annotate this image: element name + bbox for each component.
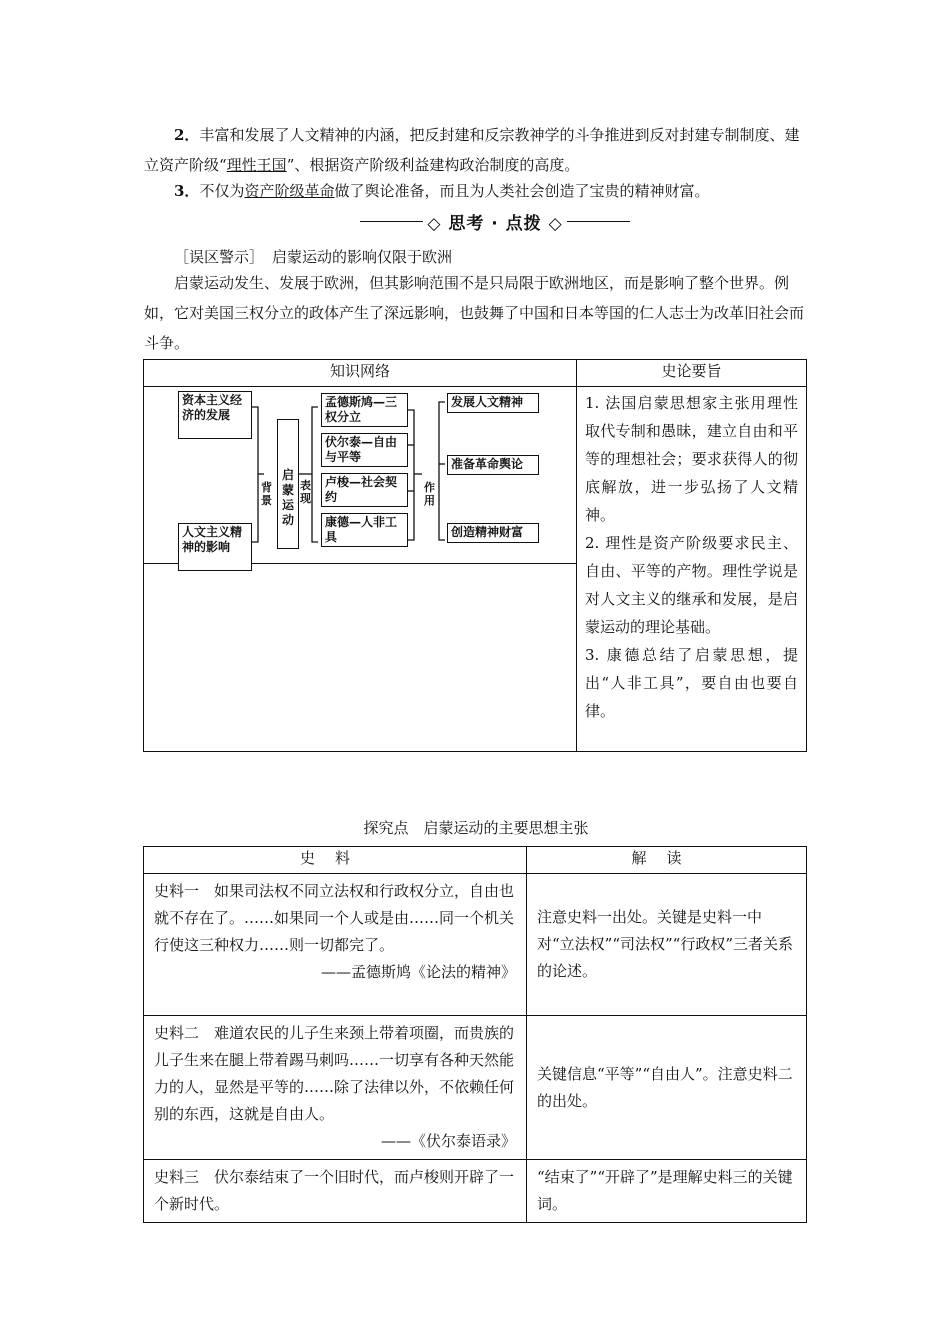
paragraph-3 — [144, 176, 808, 206]
knowledge-network-cell — [144, 387, 577, 752]
paragraph-2-text-b: ”、根据资产阶级利益建构政治制度的高度。 — [286, 156, 580, 174]
summary-header: 史论要旨 — [577, 360, 807, 387]
underlined-term: 资产阶级革命 — [244, 182, 335, 200]
background-box-economy: 资本主义经济的发展 — [178, 391, 252, 439]
divider — [567, 221, 630, 222]
effect-box-wealth: 创造精神财富 — [447, 523, 539, 543]
source-text: 史料三 伏尔泰结束了一个旧时代，而卢梭则开辟了一个新时代。 — [154, 1168, 515, 1213]
source-cell — [144, 874, 527, 1016]
knowledge-network-header: 知识网络 — [144, 360, 577, 387]
thinker-box-kant: 康德—人非工具 — [321, 513, 408, 547]
interpretation-header: 解读 — [527, 847, 807, 874]
source-citation: ——《伏尔泰语录》 — [380, 1132, 516, 1150]
knowledge-table — [143, 359, 807, 752]
summary-point-3: 3. 康德总结了启蒙思想，提出“人非工具”，要自由也要自律。 — [585, 646, 798, 720]
paragraph-2-text-a: 丰富和发展了人文精神的内涵，把反封建和反宗教神学的斗争推进到反对封建专制制度、建立资产阶级“ — [144, 126, 800, 174]
source-header: 史料 — [144, 847, 527, 874]
label-manifestation: 表现 — [300, 479, 311, 505]
thinker-box-montesquieu: 孟德斯鸠—三权分立 — [321, 393, 408, 427]
table-row — [144, 1160, 807, 1223]
table-row — [144, 874, 807, 1016]
diagram-area — [144, 387, 576, 564]
source-cell — [144, 1016, 527, 1160]
paragraph-3-text-a: 不仅为 — [199, 182, 245, 200]
paragraph-3-text-b: 做了舆论准备，而且为人类社会创造了宝贵的精神财富。 — [334, 182, 710, 200]
summary-point-2: 2. 理性是资产阶级要求民主、自由、平等的产物。理性学说是对人文主义的继承和发展，是启蒙运动的理论基础。 — [585, 534, 798, 636]
source-text: 史料一 如果司法权不同立法权和行政权分立，自由也就不存在了。……如果同一个人或是由……同一个机关行使这三种权力……则一切都完了。 — [154, 882, 515, 954]
underlined-term: 理性王国 — [226, 156, 287, 174]
warning-title: 启蒙运动的影响仅限于欧洲 — [272, 248, 453, 266]
item-number: 2． — [174, 126, 200, 144]
warning-body: 启蒙运动发生、发展于欧洲，但其影响范围不是只局限于欧洲地区，而是影响了整个世界。例如，它对美国三权分立的政体产生了深远影响，也鼓舞了中国和日本等国的仁人志士为改革旧社会而斗争。 — [144, 274, 805, 352]
warning-label: ［误区警示］ — [174, 248, 265, 266]
source-text: 史料二 难道农民的儿子生来颈上带着项圈，而贵族的儿子生来在腿上带着踢马刺吗……一切享有各种天然能力的人，显然是平等的……除了法律以外，不依赖任何别的东西，这就是自由人。 — [154, 1024, 515, 1123]
item-number: 3． — [174, 182, 200, 200]
table-row — [144, 1016, 807, 1160]
label-background: 背景 — [261, 481, 272, 507]
interpretation-cell: 关键信息“平等”“自由人”。注意史料二的出处。 — [527, 1016, 807, 1160]
center-box-enlightenment: 启蒙运动 — [277, 419, 299, 549]
background-box-humanism: 人文主义精神的影响 — [178, 523, 252, 571]
research-title: 探究点 启蒙运动的主要思想主张 — [363, 819, 589, 837]
concept-diagram — [144, 387, 576, 562]
interpretation-cell: 注意史料一出处。关键是史料一中对“立法权”“司法权”“行政权”三者关系的论述。 — [527, 874, 807, 1016]
interpretation-cell: “结束了”“开辟了”是理解史料三的关键词。 — [527, 1160, 807, 1223]
source-citation: ——孟德斯鸠《论法的精神》 — [320, 963, 516, 981]
research-table — [143, 846, 807, 1223]
paragraph-2 — [144, 120, 808, 180]
summary-point-1: 1. 法国启蒙思想家主张用理性取代专制和愚昧，建立自由和平等的理想社会；要求获得人的彻底解放，进一步弘扬了人文精神。 — [585, 394, 798, 524]
thinker-box-voltaire: 伏尔泰—自由与平等 — [321, 433, 408, 467]
source-cell — [144, 1160, 527, 1223]
thinker-box-rousseau: 卢梭—社会契约 — [321, 473, 408, 507]
think-title: ◇ 思考 · 点拨 ◇ — [427, 213, 563, 234]
effect-box-revolution: 准备革命舆论 — [447, 455, 539, 475]
think-heading — [360, 208, 630, 234]
label-effect: 作用 — [424, 481, 435, 507]
divider — [360, 221, 423, 222]
effect-box-humanism: 发展人文精神 — [447, 393, 539, 413]
summary-cell — [577, 387, 807, 752]
